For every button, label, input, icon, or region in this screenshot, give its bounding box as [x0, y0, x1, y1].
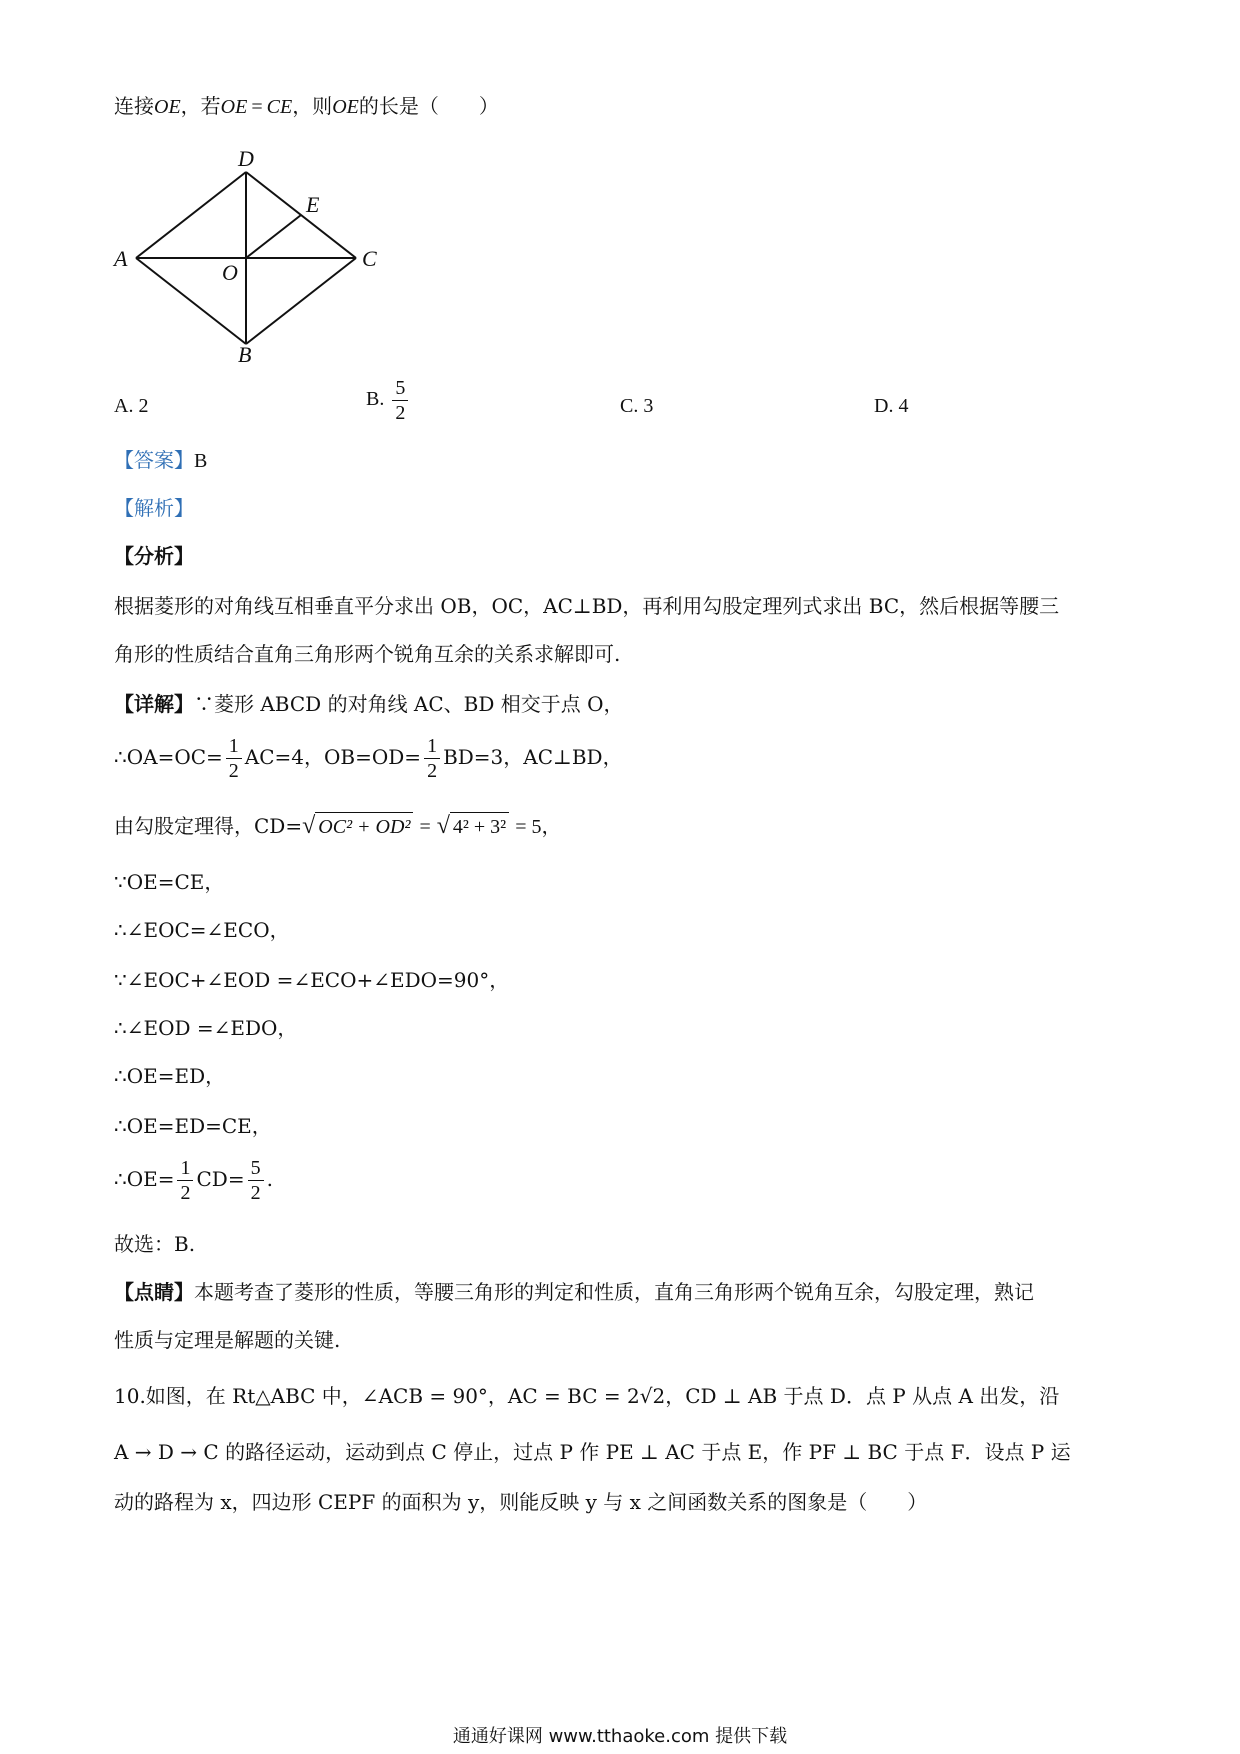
fraction-half — [226, 734, 242, 783]
q9-stem — [114, 92, 499, 121]
detail-line1 — [114, 690, 624, 718]
detail-line10 — [114, 1156, 273, 1205]
label-d: D — [238, 150, 254, 171]
sqrt-content: OC² + OD² — [315, 812, 413, 841]
q10-line1: 10.如图，在 Rt△ABC 中，∠ACB = 90°，AC = BC = 2√2，CD ⊥ AB 于点 D．点 P 从点 A 出发，沿 — [114, 1384, 1060, 1408]
answer-tag: 【答案】 — [114, 448, 194, 472]
fraction-numerator: 1 — [226, 734, 242, 759]
option-c: C. 3 — [620, 395, 654, 417]
option-b — [366, 376, 411, 425]
edge-ad — [136, 172, 246, 258]
option-a: A. 2 — [114, 395, 149, 417]
label-b: B — [238, 342, 252, 365]
fenxi-line2: 角形的性质结合直角三角形两个锐角互余的关系求解即可. — [114, 642, 621, 666]
stem-text: ，若 — [180, 94, 221, 118]
detail-line4: ∵OE=CE， — [114, 870, 225, 894]
fraction-denominator: 2 — [180, 1182, 191, 1204]
fraction-denominator: 2 — [427, 760, 438, 782]
detail-line3 — [114, 812, 561, 841]
detail-text: ∵菱形 ABCD 的对角线 AC、BD 相交于点 O， — [194, 692, 624, 716]
label-a: A — [114, 246, 128, 271]
detail-line5: ∴∠EOC=∠ECO， — [114, 918, 290, 942]
fraction-denominator: 2 — [395, 402, 406, 424]
detail-line6: ∵∠EOC+∠EOD =∠ECO+∠EDO=90°， — [114, 968, 510, 992]
edge-cb — [246, 258, 356, 344]
fraction-numerator: 5 — [392, 376, 408, 401]
answer-value: B — [194, 450, 208, 472]
stem-math: CE — [266, 96, 293, 118]
detail-line8: ∴OE=ED， — [114, 1064, 226, 1088]
stem-math: = — [251, 96, 263, 118]
stem-math: OE — [220, 96, 248, 118]
option-d: D. 4 — [874, 395, 909, 417]
detail-tag: 【详解】 — [114, 692, 194, 716]
option-b-fraction — [392, 376, 408, 425]
fraction-denominator: 2 — [250, 1182, 261, 1204]
detail-line2 — [114, 734, 623, 783]
detail-line9: ∴OE=ED=CE， — [114, 1114, 272, 1138]
footer-source: 通通好课网 www.tthaoke.com 提供下载 — [452, 1726, 788, 1747]
detail-text: = — [419, 816, 431, 838]
sqrt-content: 4² + 3² — [450, 812, 509, 841]
label-e: E — [306, 192, 320, 217]
label-o: O — [222, 260, 238, 285]
analysis-tag: 【解析】 — [114, 496, 194, 520]
detail-line7: ∴∠EOD =∠EDO， — [114, 1016, 298, 1040]
stem-math: OE — [154, 96, 181, 118]
fraction-numerator: 1 — [177, 1156, 193, 1181]
label-c: C — [362, 246, 377, 271]
fraction-numerator: 1 — [424, 734, 440, 759]
sqrt-icon: √ — [302, 813, 316, 839]
dianjing-tag: 【点睛】 — [114, 1280, 194, 1304]
detail-text: AC=4，OB=OD= — [244, 745, 422, 769]
fraction-numerator: 5 — [248, 1156, 264, 1181]
dianjing-line1 — [114, 1278, 1034, 1306]
fenxi-tag: 【分析】 — [114, 544, 194, 568]
fraction-half — [177, 1156, 193, 1205]
fraction-denominator: 2 — [228, 760, 239, 782]
detail-text: ∴OE= — [114, 1167, 175, 1191]
stem-math: OE — [332, 96, 359, 118]
fraction-half — [424, 734, 440, 783]
sqrt-icon: √ — [436, 813, 450, 839]
detail-text: CD= — [196, 1167, 245, 1191]
stem-text: 的长是（ ） — [358, 94, 499, 118]
fraction-five-halves — [248, 1156, 264, 1205]
dianjing-text: 本题考查了菱形的性质，等腰三角形的判定和性质，直角三角形两个锐角互余，勾股定理，熟记 — [194, 1280, 1034, 1304]
q10-line3: 动的路程为 x，四边形 CEPF 的面积为 y，则能反映 y 与 x 之间函数关系的图象是（ ） — [114, 1490, 928, 1514]
detail-text: ∴OA=OC= — [114, 745, 223, 769]
detail-text: = 5， — [515, 816, 562, 838]
answer-line — [114, 446, 207, 475]
stem-text: ，则 — [292, 94, 333, 118]
stem-text: 连接 — [114, 94, 154, 118]
detail-choose: 故选：B. — [114, 1232, 196, 1256]
rhombus-figure — [110, 150, 400, 365]
segment-oe — [246, 215, 301, 258]
q10-line2: A → D → C 的路径运动，运动到点 C 停止，过点 P 作 PE ⊥ AC 于点 E，作 PF ⊥ BC 于点 F．设点 P 运 — [114, 1440, 1071, 1464]
detail-text: . — [266, 1167, 273, 1191]
dianjing-line2: 性质与定理是解题的关键. — [114, 1328, 341, 1352]
detail-text: 由勾股定理得，CD= — [114, 814, 303, 838]
detail-text: BD=3，AC⊥BD， — [443, 745, 623, 769]
option-b-prefix: B. — [366, 388, 385, 411]
fenxi-line1: 根据菱形的对角线互相垂直平分求出 OB，OC，AC⊥BD，再利用勾股定理列式求出 BC，然后根据等腰三 — [114, 594, 1060, 618]
